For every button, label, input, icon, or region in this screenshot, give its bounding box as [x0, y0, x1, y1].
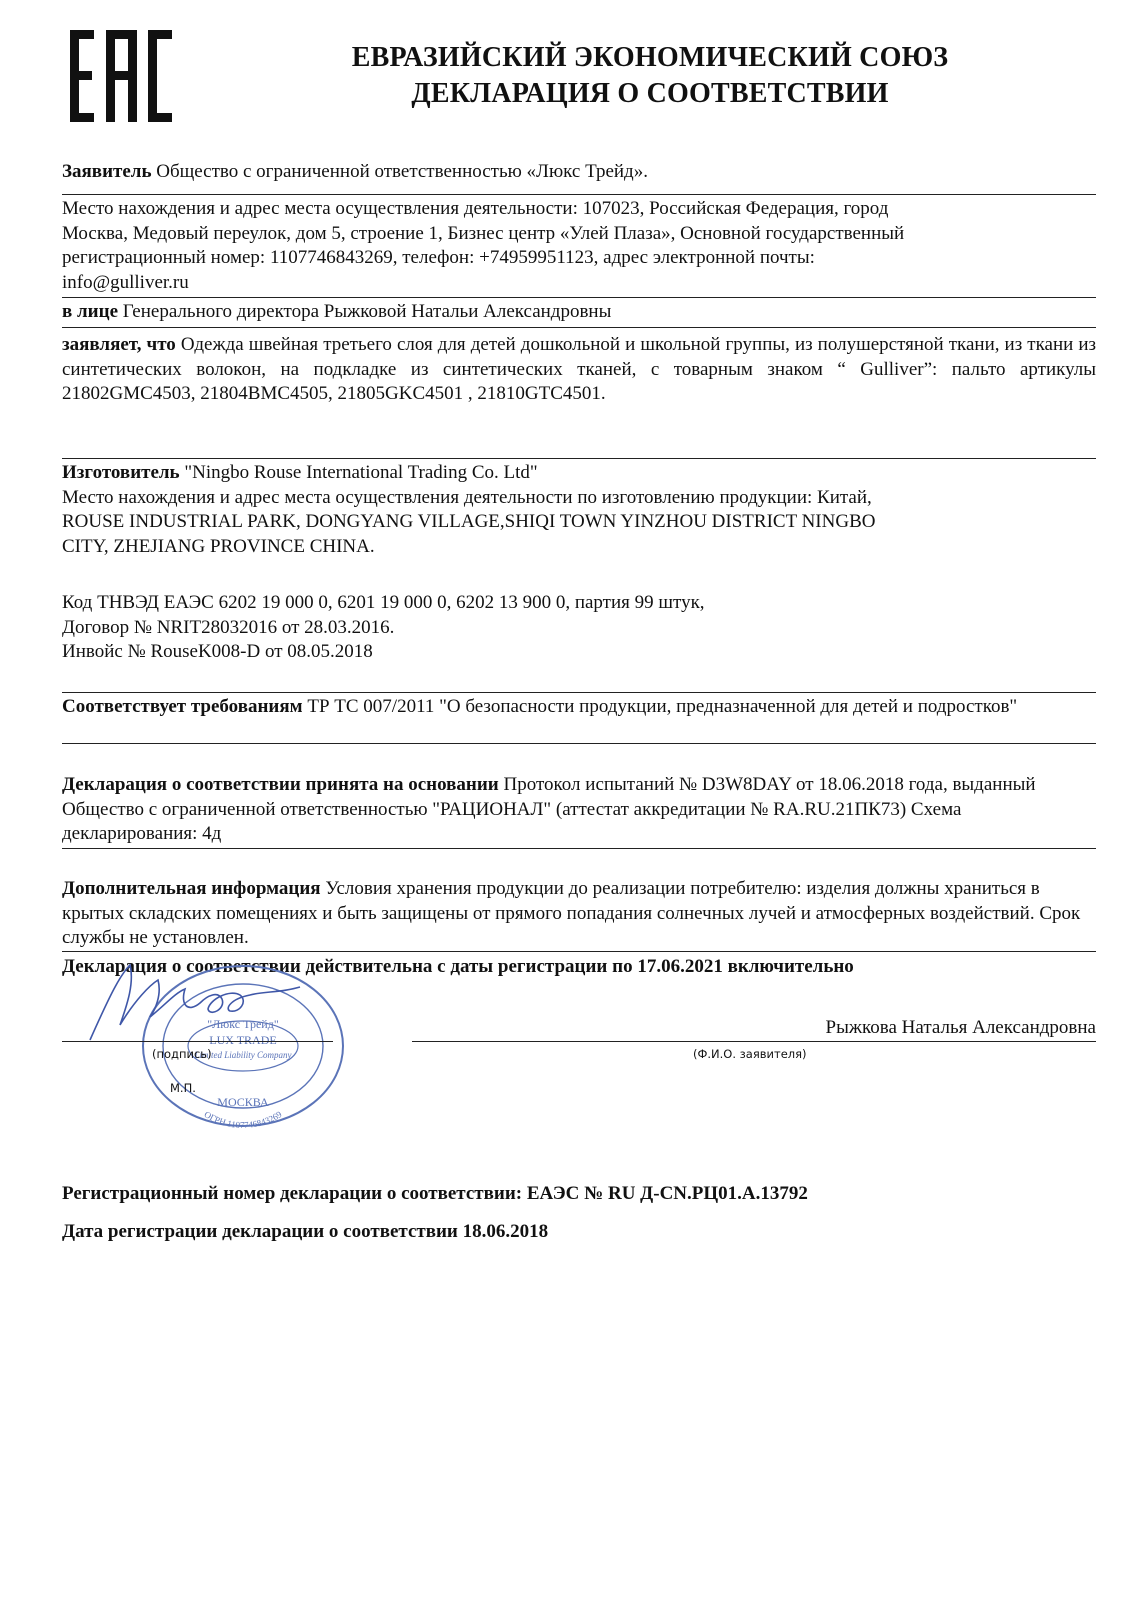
divider: [62, 458, 1096, 459]
fio-caption: (Ф.И.О. заявителя): [693, 1047, 807, 1061]
document-header: [290, 40, 1010, 112]
declares-row: [62, 333, 1096, 407]
additional-value: Условия хранения продукции до реализации потребителю: изделия должны храниться в крытых складских помещениях и быть защищены от прямого попадания солнечных лучей и атмосферных воздействий. Срок службы не установлен.: [62, 878, 1081, 948]
svg-text:"Люкс Трейд": "Люкс Трейд": [207, 1017, 279, 1031]
divider: [62, 327, 1096, 328]
header-union: ЕВРАЗИЙСКИЙ ЭКОНОМИЧЕСКИЙ СОЮЗ: [351, 42, 949, 73]
address-block: [62, 197, 1096, 295]
applicant-label: Заявитель: [62, 161, 152, 182]
svg-text:Limited Liability Company: Limited Liability Company: [194, 1050, 292, 1060]
manufacturer-block: [62, 461, 1096, 559]
basis-value: Протокол испытаний № D3W8DAY от 18.06.2018 года, выданный Общество с ограниченной ответственностью "РАЦИОНАЛ" (аттестат аккредитации № RA.RU.21ПК73) Схема декларирования: 4д: [62, 774, 1036, 844]
hs-codes: Код ТНВЭД ЕАЭС 6202 19 000 0, 6201 19 000 0, 6202 13 900 0, партия 99 штук,: [62, 592, 705, 613]
invoice-number: Инвойс № RouseK008-D от 08.05.2018: [62, 641, 373, 662]
address-line: Место нахождения и адрес места осуществления деятельности: 107023, Российская Федерация, город: [62, 198, 889, 219]
manufacturer-address: ROUSE INDUSTRIAL PARK, DONGYANG VILLAGE,SHIQI TOWN YINZHOU DISTRICT NINGBO: [62, 511, 876, 532]
manufacturer-address: CITY, ZHEJIANG PROVINCE CHINA.: [62, 535, 375, 557]
codes-block: [62, 591, 1096, 665]
signer-name: Рыжкова Наталья Александровна: [825, 1017, 1096, 1038]
address-line: Москва, Медовый переулок, дом 5, строение 1, Бизнес центр «Улей Плаза», Основной государственный: [62, 222, 905, 244]
represented-row: [62, 300, 1096, 325]
fio-line: [412, 1041, 1096, 1042]
applicant-value: Общество с ограниченной ответственностью «Люкс Трейд».: [156, 161, 648, 182]
divider: [62, 194, 1096, 195]
signature-caption: (подпись): [152, 1047, 212, 1061]
represented-value: Генерального директора Рыжковой Натальи Александровны: [122, 301, 612, 322]
validity-text: Декларация о соответствии действительна с даты регистрации по 17.06.2021 включительно: [62, 956, 854, 977]
contract-number: Договор № NRIT28032016 от 28.03.2016.: [62, 616, 395, 638]
manufacturer-label: Изготовитель: [62, 462, 180, 483]
signature-line: [62, 1041, 333, 1042]
svg-text:ОГРН 1107746843269: ОГРН 1107746843269: [202, 1109, 284, 1128]
registration-date-row: [62, 1220, 1096, 1245]
manufacturer-address: Место нахождения и адрес места осуществления деятельности по изготовлению продукции: Китай,: [62, 486, 872, 508]
stamp-place-caption: М.П.: [170, 1081, 196, 1095]
registration-number: Регистрационный номер декларации о соответствии: ЕАЭС № RU Д-CN.РЦ01.А.13792: [62, 1183, 808, 1204]
address-email: info@gulliver.ru: [62, 271, 189, 293]
conforms-row: [62, 695, 1096, 720]
additional-label: Дополнительная информация: [62, 878, 321, 899]
represented-label: в лице: [62, 301, 118, 322]
svg-text:LUX TRADE: LUX TRADE: [209, 1033, 277, 1047]
eac-logo: [62, 28, 177, 128]
conforms-value: ТР ТС 007/2011 "О безопасности продукции, предназначенной для детей и подростков": [307, 696, 1018, 717]
declares-value: Одежда швейная третьего слоя для детей дошкольной и школьной группы, из полушерстяной ткани, из ткани из синтетических волокон, на подкладке из синтетических тканей, с товарным знаком “ Gulliver”: пальто артикулы 21802GMC4503, 21804BMC4505, 21805GKC4501 , 21810GTC4501.: [62, 334, 1097, 404]
address-line: регистрационный номер: 1107746843269, телефон: +74959951123, адрес электронной почты:: [62, 247, 815, 268]
header-title: ДЕКЛАРАЦИЯ О СООТВЕТСТВИИ: [411, 78, 889, 109]
registration-date: Дата регистрации декларации о соответствии 18.06.2018: [62, 1221, 549, 1242]
divider: [62, 297, 1096, 298]
divider: [62, 848, 1096, 849]
svg-text:МОСКВА: МОСКВА: [217, 1095, 269, 1109]
divider: [62, 951, 1096, 952]
declares-label: заявляет, что: [62, 334, 176, 355]
basis-row: [62, 773, 1096, 847]
registration-block: [62, 1182, 1096, 1207]
basis-label: Декларация о соответствии принята на основании: [62, 774, 499, 795]
manufacturer-value: "Ningbo Rouse International Trading Co. Ltd": [184, 462, 538, 483]
conforms-label: Соответствует требованиям: [62, 696, 303, 717]
applicant-row: [62, 160, 1096, 185]
additional-row: [62, 877, 1096, 951]
divider: [62, 692, 1096, 693]
divider: [62, 743, 1096, 744]
